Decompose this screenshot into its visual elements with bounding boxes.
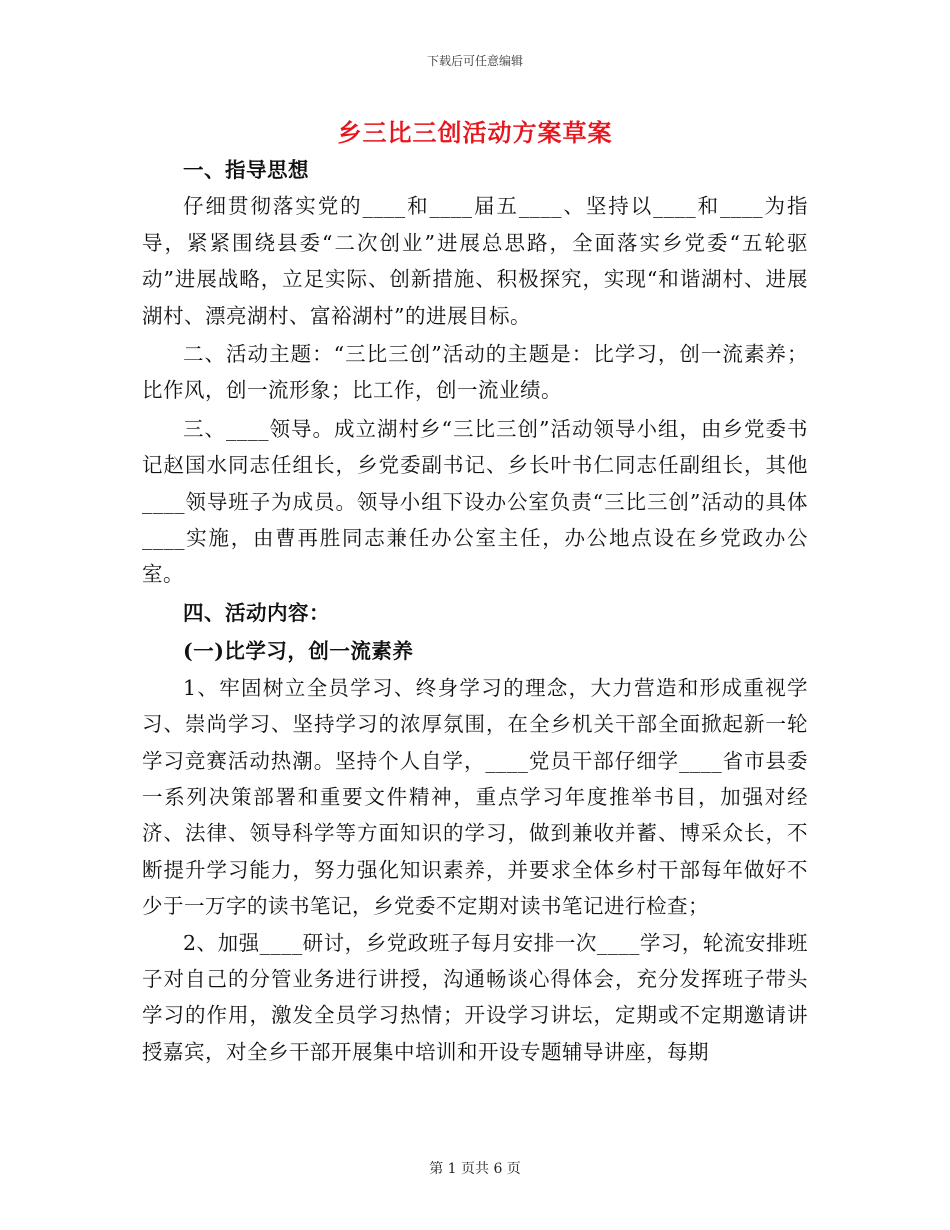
paragraph-item-1: 1、牢固树立全员学习、终身学习的理念，大力营造和形成重视学习、崇尚学习、坚持学习的浓厚氛围，在全乡机关干部全面掀起新一轮学习竞赛活动热潮。坚持个人自学，____党员干部仔细学____省市县委一系列决策部署和重要文件精神，重点学习年度推举书目，加强对经济、法律、领导科学等方面知识的学习，做到兼收并蓄、博采众长，不断提升学习能力，努力强化知识素养，并要求全体乡村干部每年做好不少于一万字的读书笔记，乡党委不定期对读书笔记进行检查； xyxy=(142,675,808,919)
paragraph-item-2: 2、加强____研讨，乡党政班子每月安排一次____学习，轮流安排班子对自己的分管业务进行讲授，沟通畅谈心得体会，充分发挥班子带头学习的作用，激发全员学习热情；开设学习讲坛，定期或不定期邀请讲授嘉宾，对全乡干部开展集中培训和开设专题辅导讲座，每期 xyxy=(142,930,808,1064)
paragraph-activity-theme: 二、活动主题：“三比三创”活动的主题是：比学习，创一流素养；比作风，创一流形象；比工作，创一流业绩。 xyxy=(142,342,808,403)
page-header: 下载后可任意编辑 xyxy=(426,54,523,68)
section-heading-activity-content: 四、活动内容： xyxy=(183,600,330,625)
paragraph-leadership: 三、____领导。成立湖村乡“三比三创”活动领导小组，由乡党委书记赵国水同志任组长，乡党委副书记、乡长叶书仁同志任副组长，其他____领导班子为成员。领导小组下设办公室负责“三比三创”活动的具体____实施，由曹再胜同志兼任办公室主任，办公地点设在乡党政办公室。 xyxy=(142,416,808,587)
page-footer: 第 1 页共 6 页 xyxy=(429,1161,521,1177)
subsection-heading-study: (一)比学习，创一流素养 xyxy=(183,639,414,664)
section-heading-guiding-ideology: 一、指导思想 xyxy=(183,158,309,182)
document-title: 乡三比三创活动方案草案 xyxy=(337,118,613,147)
paragraph-guiding-ideology: 仔细贯彻落实党的____和____届五____、坚持以____和____为指导，紧紧围绕县委“二次创业”进展总思路，全面落实乡党委“五轮驱动”进展战略，立足实际、创新措施、积极探究，实现“和谐湖村、进展湖村、漂亮湖村、富裕湖村”的进展目标。 xyxy=(142,194,808,328)
document-body xyxy=(142,150,808,1070)
